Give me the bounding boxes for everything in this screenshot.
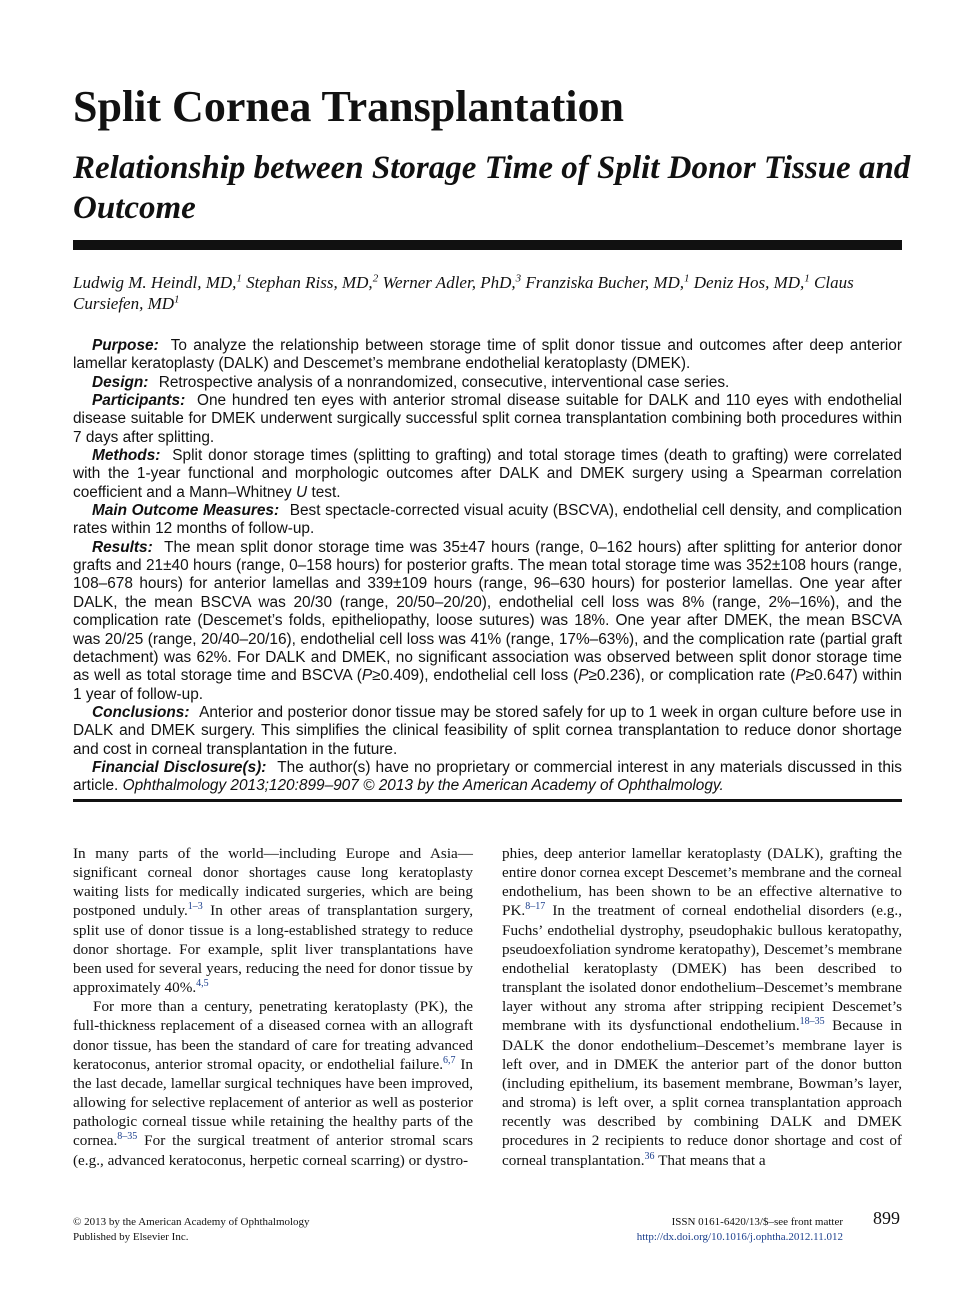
citation-ref[interactable]: 36 xyxy=(644,1150,655,1162)
section-head: Conclusions: xyxy=(92,703,190,721)
body-paragraph xyxy=(73,997,473,1169)
p-value-symbol: P xyxy=(361,667,373,685)
section-text: Retrospective analysis of a nonrandomized, consecutive, interventional case series. xyxy=(158,373,730,391)
article-title: Split Cornea Transplantation xyxy=(73,82,624,131)
section-text: The author(s) have no proprietary or commercial interest in any materials discussed in this article. xyxy=(73,758,902,795)
body-column-left xyxy=(73,844,473,1170)
author-affiliation: 1 xyxy=(174,293,180,306)
author-name: Ludwig M. Heindl, MD, xyxy=(73,273,237,292)
article-subtitle: Relationship between Storage Time of Split Donor Tissue and Outcome xyxy=(73,150,911,226)
section-text: Best spectacle-corrected visual acuity (BSCVA), endothelial cell density, and complication rates within 12 months of follow-up. xyxy=(73,502,903,538)
author-name: Franziska Bucher, MD, xyxy=(525,273,685,292)
abstract-design xyxy=(73,374,902,392)
author-affiliation: 1 xyxy=(236,272,242,285)
author-affiliation: 1 xyxy=(684,272,690,285)
title-rule xyxy=(73,240,902,250)
page-number: 899 xyxy=(873,1208,900,1228)
author-affiliation: 1 xyxy=(804,272,810,285)
doi-link[interactable]: http://dx.doi.org/10.1016/j.ophtha.2012.11.012 xyxy=(636,1231,843,1243)
author-affiliation: 3 xyxy=(515,272,522,285)
section-text: To analyze the relationship between storage time of split donor tissue and outcomes after deep anterior lamellar keratoplasty (DALK) and Descemet’s membrane endothelial keratoplasty (DMEK). xyxy=(73,337,902,373)
section-text: test. xyxy=(311,483,341,501)
section-text: Split donor storage times (splitting to grafting) and total storage times (death to grafting) were correlated with the 1-year functional and morphologic outcomes after DALK and DMEK surgery using a Spearman correlation coefficient and a Mann–Whitney xyxy=(73,447,902,501)
author-list xyxy=(73,272,902,314)
citation-ref[interactable]: 1–3 xyxy=(187,901,203,913)
section-text: One hundred ten eyes with anterior stromal disease suitable for DALK and 110 eyes with endothelial disease suitable for DMEK underwent surgically successful split cornea transplantation combining both procedures within 7 days after splitting. xyxy=(73,392,902,446)
author-name: Deniz Hos, MD, xyxy=(693,273,805,292)
abstract xyxy=(73,337,902,796)
body-paragraph xyxy=(73,844,473,997)
section-head: Design: xyxy=(92,373,149,391)
statistic-symbol: U xyxy=(296,483,308,501)
section-head: Results: xyxy=(92,538,153,556)
body-text: In many parts of the world—including Europe and Asia—significant corneal donor shortages cause long keratoplasty waiting lists for medically indicated surgeries, which are being postponed unduly. xyxy=(73,845,473,920)
author-name: Werner Adler, PhD, xyxy=(382,273,516,292)
citation-ref[interactable]: 4,5 xyxy=(196,978,209,990)
section-text: ≥0.409), endothelial cell loss ( xyxy=(372,667,579,685)
p-value-symbol: P xyxy=(795,667,806,685)
section-text: Anterior and posterior donor tissue may be stored safely for up to 1 week in organ culture before use in DALK and DMEK surgery. This simplifies the clinical feasibility of split cornea transplantation to reduce donor shortage and cost in corneal transplantation in the future. xyxy=(73,703,902,758)
body-text: That means that a xyxy=(654,1151,766,1169)
abstract-conclusions xyxy=(73,704,902,759)
footer-copyright xyxy=(73,1215,310,1245)
author-name: Claus Cursiefen, MD xyxy=(73,273,854,313)
body-text: In other areas of transplantation surgery, split use of donor tissue is a long-established strategy to reduce donor shortage. For example, split liver transplantations have been used for several years, reducing the need for donor tissue by approximately 40%. xyxy=(73,902,473,997)
section-text: ≥0.647) within 1 year of follow-up. xyxy=(73,667,902,703)
body-text: For more than a century, penetrating keratoplasty (PK), the full-thickness replacement of a diseased cornea with an allograft donor tissue, has been the standard of care for treating advanced keratoconus, anterior stromal opacity, or endothelial failure. xyxy=(73,998,473,1073)
abstract-results xyxy=(73,539,902,704)
section-head: Financial Disclosure(s): xyxy=(92,758,267,776)
body-paragraph xyxy=(502,844,902,1170)
footer-identifiers xyxy=(560,1215,843,1245)
body-text: In the treatment of corneal endothelial disorders (e.g., Fuchs’ endothelial dystrophy, pseudophakic bullous keratopathy, pseudoexfoliation syndrome keratopathy), Descemet’s membrane endothelial keratoplasty (DMEK) has been described to transplant the isolated donor endothelium–Descemet’s membrane layer without any stroma after stripping recipient Descemet’s membrane with its dysfunctional endothelium. xyxy=(502,902,902,1035)
section-head: Participants: xyxy=(92,392,186,410)
section-head: Methods: xyxy=(92,447,161,465)
citation-ref[interactable]: 18–35 xyxy=(799,1016,825,1028)
body-text: phies, deep anterior lamellar keratoplasty (DALK), grafting the entire donor cornea except Descemet’s membrane and the corneal endothelium, has been shown to be an effective alternative to PK. xyxy=(502,845,902,920)
section-head: Main Outcome Measures: xyxy=(92,502,280,520)
section-head: Purpose: xyxy=(92,337,159,354)
p-value-symbol: P xyxy=(578,667,589,685)
issn-line: ISSN 0161-6420/13/$–see front matter xyxy=(671,1216,843,1228)
citation-ref[interactable]: 8–35 xyxy=(117,1131,138,1143)
abstract-main-outcome xyxy=(73,502,902,539)
abstract-methods xyxy=(73,447,902,502)
abstract-rule xyxy=(73,799,902,802)
body-text: In the last decade, lamellar surgical techniques have been improved, allowing for selective replacement of anterior as well as posterior pathologic corneal tissue while retaining the healthy parts of the cornea. xyxy=(73,1055,473,1150)
section-text: The mean split donor storage time was 35±47 hours (range, 0–162 hours) after splitting for anterior donor grafts and 21±40 hours (range, 0–158 hours) for posterior grafts. The mean total storage time was 352±108 hours (range, 108–678 hours) for anterior lamellas and 339±109 hours (range, 96–630 hours) for posterior lamellas. One year after DALK, the mean BSCVA was 20/30 (range, 20/50–20/20), endothelial cell loss was 8% (range, 2%–16%), and the complication rate (Descemet’s folds, epitheliopathy, loose sutures) was 18%. One year after DMEK, the mean BSCVA was 20/25 (range, 20/40–20/16), endothelial cell loss was 41% (range, 17%–63%), and the complication rate (partial graft detachment) was 62%. For DALK and DMEK, no significant association was observed between split donor storage time as well as total storage time and BSCVA ( xyxy=(73,538,903,685)
citation-ref[interactable]: 6,7 xyxy=(443,1054,456,1066)
journal-citation: Ophthalmology 2013;120:899–907 © 2013 by the American Academy of Ophthalmology. xyxy=(122,777,724,795)
body-text: For the surgical treatment of anterior stromal scars (e.g., advanced keratoconus, herpetic corneal scarring) or dystro- xyxy=(73,1132,473,1169)
abstract-purpose xyxy=(73,337,902,374)
author-affiliation: 2 xyxy=(372,272,379,285)
abstract-participants xyxy=(73,392,902,447)
abstract-financial-disclosure xyxy=(73,759,902,796)
body-column-right xyxy=(502,844,902,1170)
section-text: ≥0.236), or complication rate ( xyxy=(588,667,796,685)
copyright-line: © 2013 by the American Academy of Ophthalmology xyxy=(73,1216,310,1228)
publisher-line: Published by Elsevier Inc. xyxy=(73,1231,189,1243)
author-name: Stephan Riss, MD, xyxy=(246,273,373,292)
citation-ref[interactable]: 8–17 xyxy=(525,901,546,913)
body-text: Because in DALK the donor endothelium–Descemet’s membrane layer is left over, and in DMEK the anterior part of the donor button (including epithelium, its basement membrane, Bowman’s layer, and stroma) is left over, a split cornea transplantation approach recently was described by combining DALK and DMEK procedures in 2 recipients to reduce donor shortage and cost of corneal transplantation. xyxy=(502,1017,902,1169)
